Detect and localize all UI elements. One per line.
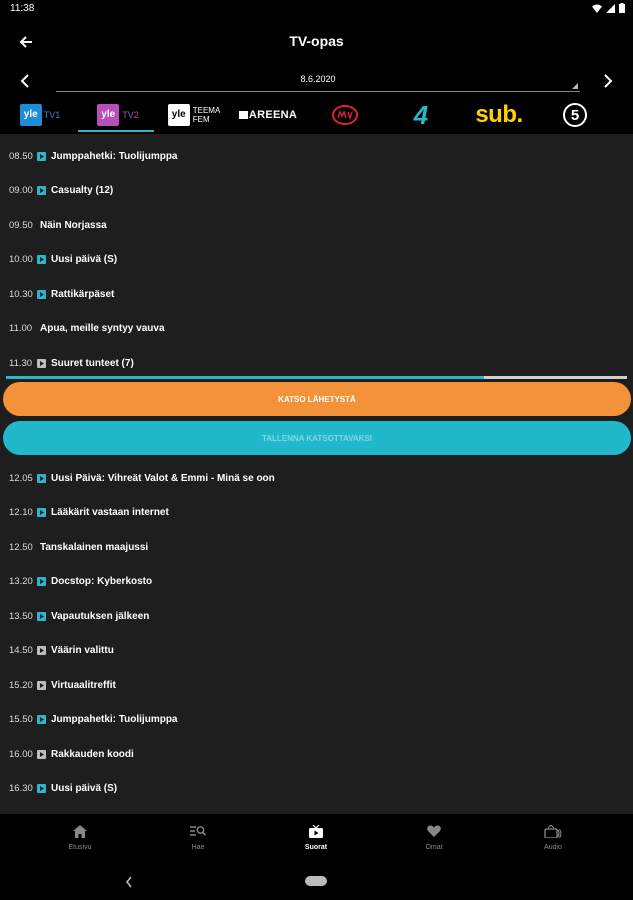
program-title: Vapautuksen jälkeen xyxy=(51,610,150,622)
program-title: Apua, meille syntyy vauva xyxy=(40,323,165,334)
program-time: 12.50 xyxy=(9,541,33,553)
program-title: Uusi päivä (S) xyxy=(51,254,118,265)
program-row[interactable] xyxy=(0,777,633,801)
channel-label xyxy=(193,106,221,124)
program-row[interactable] xyxy=(0,673,633,697)
channel-label: 4 xyxy=(413,99,429,130)
tv-icon xyxy=(36,749,46,759)
nav-label: Hae xyxy=(191,844,205,851)
program-title: Jumppahetki: Tuolijumppa xyxy=(51,714,178,725)
program-time: 15.50 xyxy=(9,714,33,725)
tv-icon xyxy=(36,358,46,368)
bottom-navigation xyxy=(0,814,633,864)
audio-icon xyxy=(544,822,562,840)
program-time: 09.50 xyxy=(9,219,33,231)
home-icon xyxy=(71,822,89,840)
previous-day-button[interactable] xyxy=(14,70,36,92)
nav-label: Etusivu xyxy=(68,844,92,851)
play-icon xyxy=(36,473,46,483)
watch-broadcast-button[interactable]: KATSO LÄHETYSTÄ xyxy=(3,382,631,416)
program-title: Uusi Päivä: Vihreät Valot & Emmi - Minä se oon xyxy=(51,472,275,484)
nav-label: Omat xyxy=(425,844,443,851)
date-value: 8.6.2020 xyxy=(300,74,336,84)
program-row[interactable] xyxy=(0,501,633,525)
play-icon xyxy=(36,611,46,621)
program-row[interactable] xyxy=(0,317,633,341)
program-row[interactable] xyxy=(0,708,633,732)
play-icon xyxy=(36,715,46,725)
save-to-watchlist-button[interactable]: TALLENNA KATSOTTAVAKSI xyxy=(3,421,631,455)
play-icon xyxy=(36,186,46,196)
status-bar xyxy=(0,0,633,18)
nav-item-search[interactable] xyxy=(163,822,233,851)
channel-label: sub. xyxy=(475,101,523,128)
date-selector xyxy=(0,64,633,98)
program-title: Casualty (12) xyxy=(51,185,114,196)
program-row[interactable] xyxy=(0,144,633,168)
status-icons xyxy=(592,3,625,13)
yle-logo: yle xyxy=(20,104,42,126)
next-day-button[interactable] xyxy=(597,70,619,92)
program-time: 09.00 xyxy=(9,185,33,196)
program-row[interactable] xyxy=(0,282,633,306)
play-icon xyxy=(36,508,46,518)
program-row[interactable] xyxy=(0,213,633,237)
app-bar xyxy=(0,18,633,64)
program-row[interactable] xyxy=(0,466,633,490)
program-title: Jumppahetki: Tuolijumppa xyxy=(51,150,178,162)
channel-label: 5 xyxy=(563,103,587,127)
tab-channel-nelonen[interactable] xyxy=(396,98,446,132)
search-list-icon xyxy=(189,822,207,840)
play-icon xyxy=(36,151,46,161)
channel-label-line1: TEEMA xyxy=(192,106,221,115)
program-row[interactable] xyxy=(0,604,633,628)
program-time: 11.00 xyxy=(9,323,33,334)
tab-channel-tv5[interactable] xyxy=(552,98,598,132)
program-row[interactable] xyxy=(0,248,633,272)
dropdown-caret-icon xyxy=(572,83,578,89)
program-time: 10.30 xyxy=(9,288,33,300)
program-title: Näin Norjassa xyxy=(40,219,107,231)
tab-channel-yle-teema-fem[interactable] xyxy=(158,98,230,132)
wifi-icon xyxy=(592,4,602,13)
program-time: 15.20 xyxy=(9,679,33,691)
program-time: 12.10 xyxy=(9,507,33,518)
play-icon xyxy=(36,289,46,299)
nav-label: Audio xyxy=(544,844,562,851)
tab-channel-areena[interactable] xyxy=(234,98,302,132)
yle-logo: yle xyxy=(168,104,190,126)
tab-channel-yle-tv1[interactable] xyxy=(8,98,72,132)
yle-logo: yle xyxy=(97,104,119,126)
tab-channel-mtv3[interactable] xyxy=(318,98,372,132)
status-time: 11:38 xyxy=(10,3,35,14)
program-title: Rakkauden koodi xyxy=(51,748,134,760)
tv-icon xyxy=(36,680,46,690)
program-title: Rattikärpäset xyxy=(51,288,115,300)
program-title: Tanskalainen maajussi xyxy=(40,541,149,553)
system-navigation-bar xyxy=(0,864,633,900)
chevron-right-icon xyxy=(603,74,613,88)
program-guide xyxy=(0,134,633,814)
mtv3-logo-icon xyxy=(331,104,359,126)
system-back-button[interactable] xyxy=(122,873,136,891)
areena-logo-mark xyxy=(239,111,248,119)
nav-item-home[interactable] xyxy=(45,822,115,851)
live-tv-icon xyxy=(307,822,325,840)
program-row[interactable] xyxy=(0,742,633,766)
play-icon xyxy=(36,784,46,794)
channel-label: TV1 xyxy=(43,110,61,120)
program-row[interactable] xyxy=(0,570,633,594)
program-time: 16.00 xyxy=(9,748,33,760)
system-home-button[interactable] xyxy=(305,876,327,886)
active-tab-indicator xyxy=(78,130,154,132)
heart-icon xyxy=(425,822,443,840)
channel-tabs xyxy=(0,98,633,134)
nav-item-live[interactable] xyxy=(281,822,351,851)
battery-icon xyxy=(619,3,625,13)
program-time: 11.30 xyxy=(9,357,33,369)
program-time: 16.30 xyxy=(9,783,33,794)
program-time: 12.05 xyxy=(9,472,33,484)
page-title: TV-opas xyxy=(289,33,344,49)
signal-icon xyxy=(606,4,615,13)
program-title: Lääkärit vastaan internet xyxy=(51,507,169,518)
chevron-left-icon xyxy=(125,876,133,888)
chevron-left-icon xyxy=(20,74,30,88)
channel-label-line2: FEM xyxy=(192,115,210,124)
program-title: Docstop: Kyberkosto xyxy=(51,576,153,587)
program-title: Uusi päivä (S) xyxy=(51,783,118,794)
program-row[interactable] xyxy=(0,351,633,375)
program-time: 14.50 xyxy=(9,645,33,656)
channel-label: TV2 xyxy=(122,110,139,120)
tv-icon xyxy=(36,646,46,656)
program-row[interactable] xyxy=(0,639,633,663)
date-dropdown[interactable] xyxy=(56,70,580,92)
program-title: Virtuaalitreffit xyxy=(51,679,116,691)
channel-label: AREENA xyxy=(248,109,298,121)
nav-label: Suorat xyxy=(304,844,328,851)
tab-channel-yle-tv2[interactable] xyxy=(82,98,154,132)
play-icon xyxy=(36,577,46,587)
program-time: 13.50 xyxy=(9,610,33,622)
tab-channel-sub[interactable] xyxy=(462,98,536,132)
program-time: 08.50 xyxy=(9,150,33,162)
nav-item-audio[interactable] xyxy=(518,822,588,851)
program-progress-bar xyxy=(6,376,627,379)
play-icon xyxy=(36,255,46,265)
program-title: Suuret tunteet (7) xyxy=(51,357,134,369)
program-time: 13.20 xyxy=(9,576,33,587)
program-title: Väärin valittu xyxy=(51,645,114,656)
program-progress-fill xyxy=(6,376,484,379)
program-row[interactable] xyxy=(0,179,633,203)
nav-item-own[interactable] xyxy=(399,822,469,851)
program-time: 10.00 xyxy=(9,254,33,265)
program-row[interactable] xyxy=(0,535,633,559)
